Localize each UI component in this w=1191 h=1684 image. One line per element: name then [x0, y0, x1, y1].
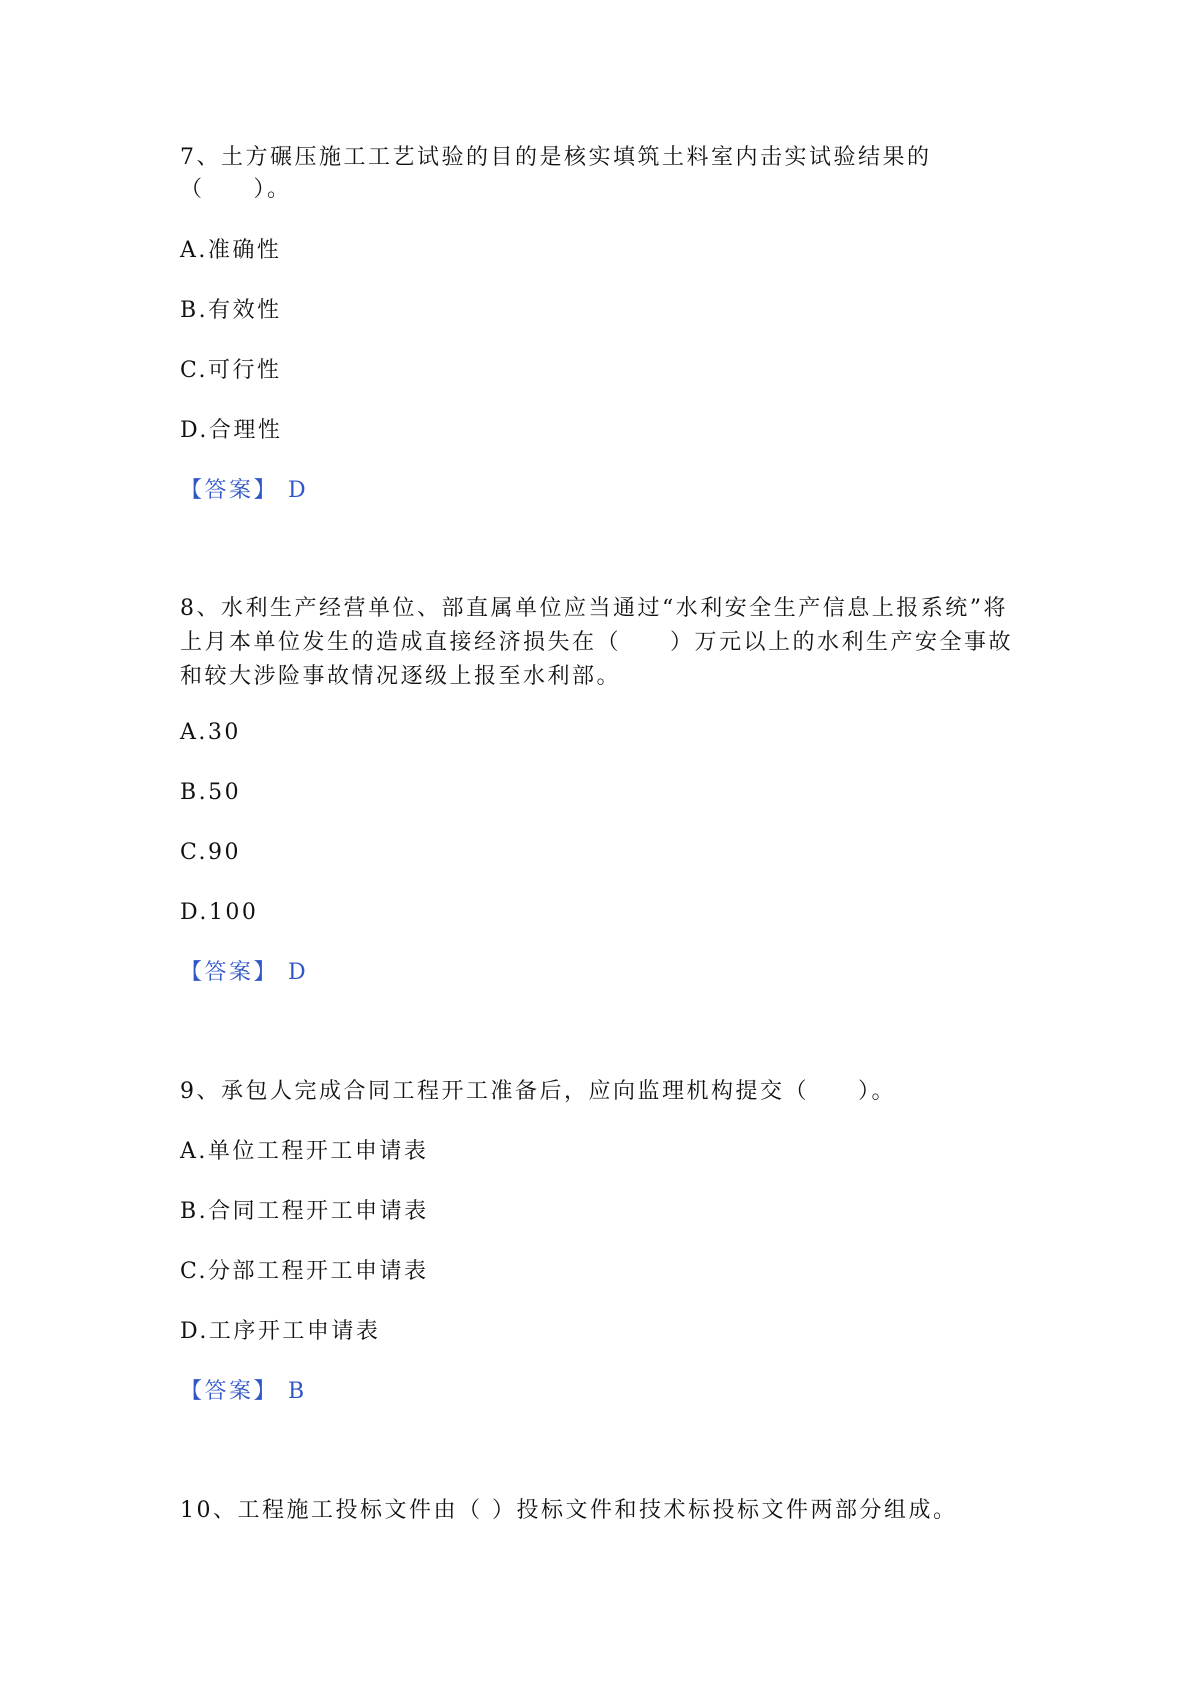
answer-value: D: [288, 960, 309, 985]
answer-label: 答案: [204, 478, 254, 503]
option-b: B.合同工程开工申请表: [180, 1199, 429, 1224]
answer-bracket-close: 】: [253, 1379, 279, 1404]
question-stem-line: 9、承包人完成合同工程开工准备后，应向监理机构提交（ ）。: [180, 1079, 896, 1104]
option-b: B.有效性: [180, 298, 282, 323]
option-c: C.可行性: [180, 358, 282, 383]
option-d: D.100: [180, 900, 259, 925]
option-c: C.90: [180, 840, 242, 865]
option-a: A.单位工程开工申请表: [180, 1139, 429, 1164]
answer-value: D: [288, 478, 309, 503]
answer-bracket-open: 【: [180, 960, 205, 985]
question-stem-line: 上月本单位发生的造成直接经济损失在（ ）万元以上的水利生产安全事故: [180, 630, 1014, 655]
answer-line: [180, 958, 308, 988]
option-c: C.分部工程开工申请表: [180, 1259, 429, 1284]
answer-bracket-open: 【: [180, 1379, 205, 1404]
answer-bracket-close: 】: [253, 478, 279, 503]
option-a: A.准确性: [180, 238, 282, 263]
question-stem-line: 7、土方碾压施工工艺试验的目的是核实填筑土料室内击实试验结果的: [180, 145, 932, 170]
answer-label: 答案: [204, 1379, 254, 1404]
question-stem-line: 10、工程施工投标文件由（ ）投标文件和技术标投标文件两部分组成。: [180, 1498, 958, 1523]
answer-line: [180, 1377, 307, 1407]
answer-line: [180, 476, 308, 506]
option-b: B.50: [180, 780, 242, 805]
answer-bracket-open: 【: [180, 478, 205, 503]
option-d: D.合理性: [180, 418, 283, 443]
option-a: A.30: [180, 720, 241, 745]
option-d: D.工序开工申请表: [180, 1319, 381, 1344]
question-stem-line: 和较大涉险事故情况逐级上报至水利部。: [180, 664, 622, 689]
answer-bracket-close: 】: [253, 960, 279, 985]
question-stem-line: 8、水利生产经营单位、部直属单位应当通过“水利安全生产信息上报系统”将: [180, 596, 1008, 621]
question-stem-line: （ ）。: [180, 177, 292, 202]
answer-value: B: [288, 1379, 307, 1404]
answer-label: 答案: [204, 960, 254, 985]
